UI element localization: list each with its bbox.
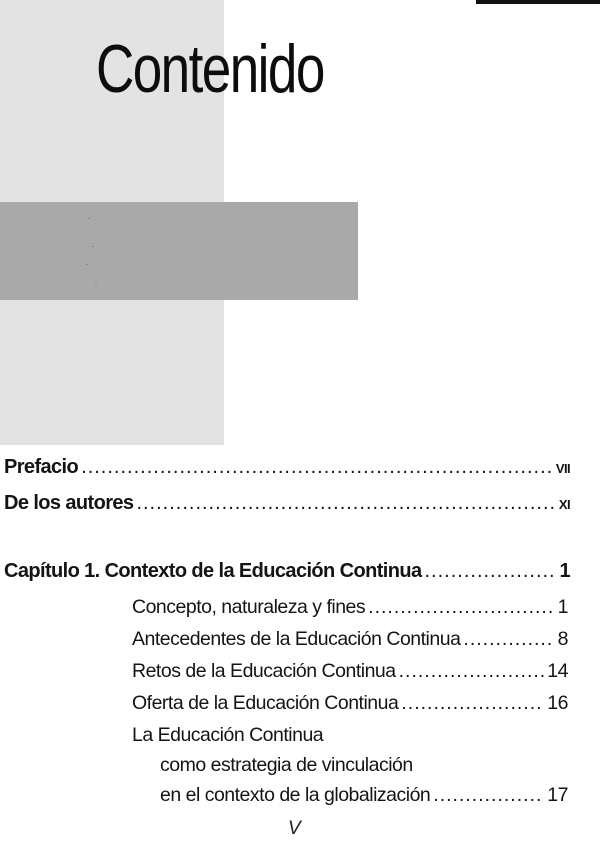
toc-entry-page: 8 bbox=[557, 628, 568, 650]
toc-entry-section[interactable] bbox=[132, 660, 568, 683]
toc-entry-page: XI bbox=[558, 497, 570, 512]
toc-entry-label: Concepto, naturaleza y fines bbox=[132, 596, 366, 618]
toc-entry-label: Oferta de la Educación Continua bbox=[132, 692, 399, 714]
toc-entry-label: Retos de la Educación Continua bbox=[132, 660, 396, 682]
toc-entry-prefacio[interactable] bbox=[4, 456, 570, 479]
toc-entry-label: De los autores bbox=[4, 492, 134, 514]
toc-entry-page: 1 bbox=[559, 560, 570, 582]
toc-entry-label: Antecedentes de la Educación Continua bbox=[132, 628, 461, 650]
toc-entry-section[interactable] bbox=[132, 692, 568, 715]
toc-entry-page: 17 bbox=[547, 784, 568, 806]
leader-dots bbox=[368, 596, 554, 619]
toc-entry-multiline-line-2[interactable]: como estrategia de vinculación bbox=[160, 754, 413, 776]
toc-entry-chapter-1[interactable] bbox=[4, 560, 570, 583]
leader-dots bbox=[463, 628, 554, 651]
leader-dots bbox=[399, 660, 545, 683]
leader-dots bbox=[81, 456, 553, 479]
toc-entry-label: Capítulo 1. Contexto de la Educación Continua bbox=[4, 560, 422, 582]
toc-entry-multiline-line-1[interactable]: La Educación Continua bbox=[132, 724, 324, 746]
toc-entry-page: 14 bbox=[547, 660, 568, 682]
leader-dots bbox=[433, 784, 544, 807]
page-title: Contenido bbox=[96, 31, 324, 107]
toc-entry-multiline-line-3[interactable] bbox=[160, 784, 568, 807]
leader-dots bbox=[401, 692, 544, 715]
leader-dots bbox=[424, 560, 556, 583]
toc-entry-label: Prefacio bbox=[4, 456, 79, 478]
toc-entry-page: 16 bbox=[547, 692, 568, 714]
leader-dots bbox=[136, 492, 555, 515]
toc-entry-autores[interactable] bbox=[4, 492, 570, 515]
toc-entry-section[interactable] bbox=[132, 596, 568, 619]
toc-entry-page: 1 bbox=[557, 596, 568, 618]
toc-entry-section[interactable] bbox=[132, 628, 568, 651]
toc-entry-page: VII bbox=[555, 461, 570, 476]
page-number: V bbox=[288, 818, 301, 839]
toc-entry-label: en el contexto de la globalización bbox=[160, 784, 431, 806]
